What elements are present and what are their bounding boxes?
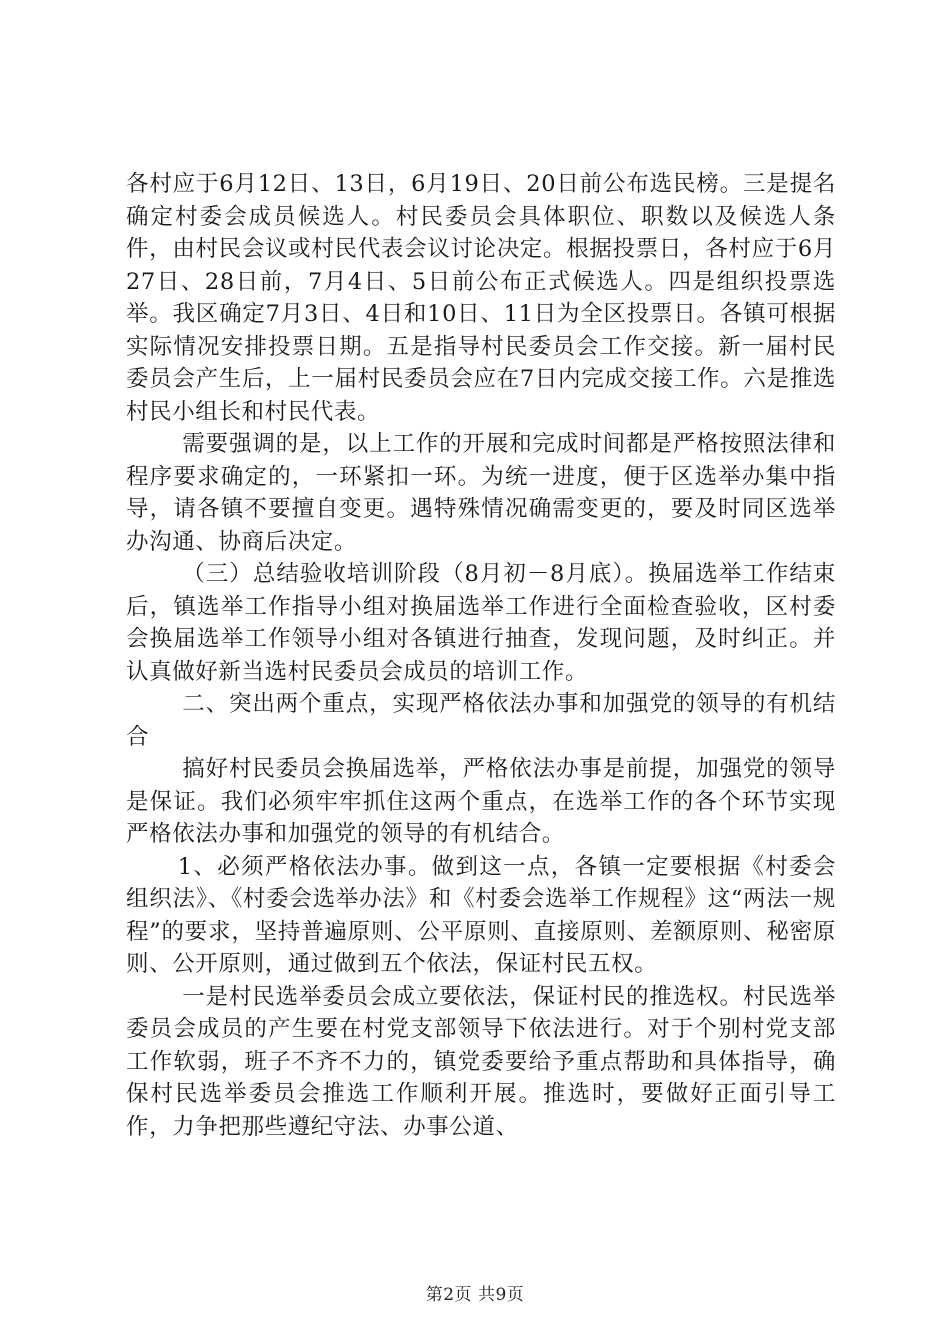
paragraph-point-one: 1、必须严格依法办事。做到这一点，各镇一定要根据《村委会组织法》、《村委会选举办法》和《村委会选举工作规程》这“两法一规程”的要求，坚持普遍原则、公平原则、直接原则、差额原则、秘密原则、公开原则，通过做到五个依法，保证村民五权。 [126, 853, 836, 977]
paragraph-two-focus: 搞好村民委员会换届选举，严格依法办事是前提，加强党的领导是保证。我们必须牢牢抓住这两个重点，在选举工作的各个环节实现严格依法办事和加强党的领导的有机结合。 [126, 756, 836, 847]
document-body [126, 168, 836, 1143]
paragraph-stage-three: （三）总结验收培训阶段（8月初－8月底）。换届选举工作结束后，镇选举工作指导小组对换届选举工作进行全面检查验收，区村委会换届选举工作领导小组对各镇进行抽查，发现问题，及时纠正。并认真做好新当选村民委员会成员的培训工作。 [126, 561, 836, 685]
paragraph-committee-lawful: 一是村民选举委员会成立要依法，保证村民的推选权。村民选举委员会成员的产生要在村党支部领导下依法进行。对于个别村党支部工作软弱，班子不齐不力的，镇党委要给予重点帮助和具体指导，确保村民选举委员会推选工作顺利开展。推选时，要做好正面引导工作，力争把那些遵纪守法、办事公道、 [126, 983, 836, 1140]
paragraph-election-schedule: 各村应于6月12日、13日，6月19日、20日前公布选民榜。三是提名确定村委会成员候选人。村民委员会具体职位、职数以及候选人条件，由村民会议或村民代表会议讨论决定。根据投票日，各村应于6月27日、28日前，7月4日、5日前公布正式候选人。四是组织投票选举。我区确定7月3日、4日和10日、11日为全区投票日。各镇可根据实际情况安排投票日期。五是指导村民委员会工作交接。新一届村民委员会产生后，上一届村民委员会应在7日内完成交接工作。六是推选村民小组长和村民代表。 [126, 171, 836, 425]
page-footer: 第2页 共9页 [425, 1285, 525, 1305]
paragraph-emphasis: 需要强调的是，以上工作的开展和完成时间都是严格按照法律和程序要求确定的，一环紧扣一环。为统一进度，便于区选举办集中指导，请各镇不要擅自变更。遇特殊情况确需变更的，要及时同区选举办沟通、协商后决定。 [126, 431, 836, 555]
section-heading-two: 二、突出两个重点，实现严格依法办事和加强党的领导的有机结合 [126, 691, 836, 750]
